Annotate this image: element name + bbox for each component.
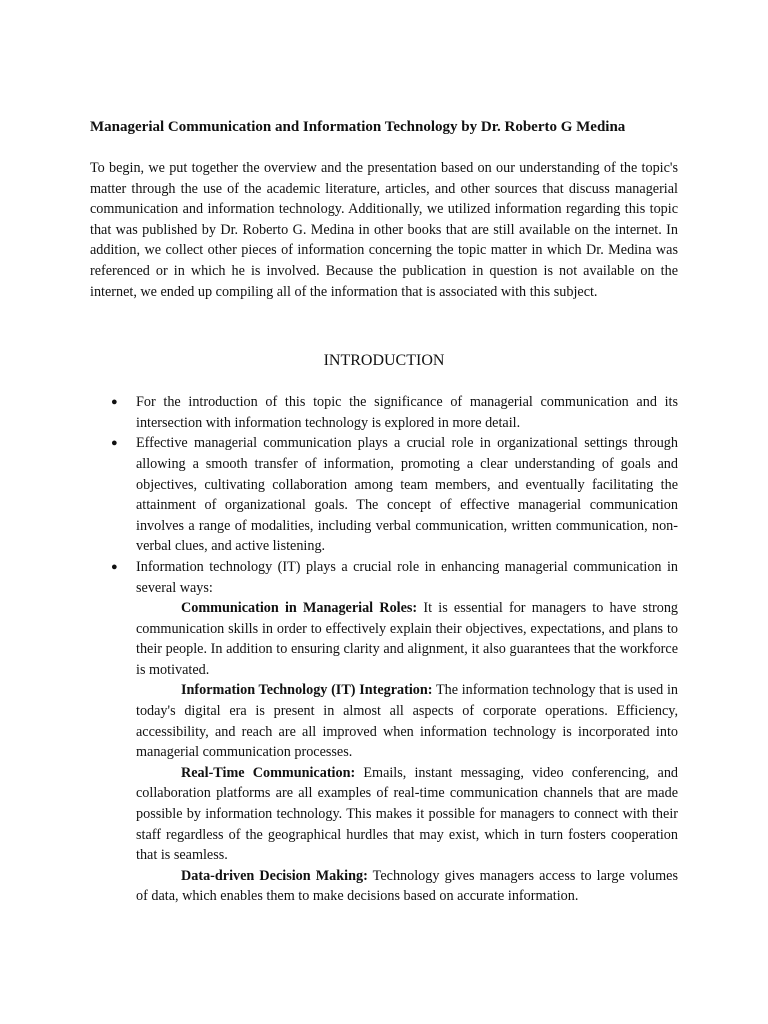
subsection-data-driven-decision-making [136,866,678,907]
section-heading-introduction: INTRODUCTION [323,352,445,370]
subsection-label: Data-driven Decision Making: [181,867,368,884]
subsection-label: Information Technology (IT) Integration: [181,682,433,699]
bullet-icon: ● [111,560,118,573]
bullet-list [90,392,678,598]
bullet-text: Information technology (IT) plays a crucial role in enhancing managerial communication in several ways: [136,558,678,596]
subsection-communication-in-managerial-roles [136,598,678,680]
bullet-text: Effective managerial communication plays a crucial role in organizational settings through allowing a smooth transfer of information, promoting a clear understanding of goals and objectives, cultivating collaboration among team members, and eventually facilitating the attainment of organizational goals. The concept of effective managerial communication involves a range of modalities, including verbal communication, written communication, non-verbal clues, and active listening. [136,435,678,555]
bullet-icon: ● [111,437,118,450]
subsection-label: Communication in Managerial Roles: [181,600,418,617]
list-item [90,557,678,598]
subsection-it-integration [136,680,678,762]
bullet-icon: ● [111,396,118,409]
list-item [90,433,678,557]
bullet-text: For the introduction of this topic the significance of managerial communication and its intersection with information technology is explored in more detail. [136,394,678,431]
subsection-real-time-communication [136,763,678,866]
list-item [90,392,678,433]
subsection-text: The information technology that is used in today's digital era is present in almost all aspects of corporate operations. Efficiency, accessibility, and reach are all improved when information technology is incorporated into managerial communication processes. [136,682,678,761]
subsection-text: Technology gives managers access to large volumes of data, which enables them to make decisions based on accurate information. [136,867,678,905]
subsection-text: Emails, instant messaging, video conferencing, and collaboration platforms are all examples of real-time communication channels that are made possible by information technology. This makes it possible for managers to connect with their staff regardless of the geographical hurdles that may exist, which in turn fosters cooperation that is seamless. [136,764,679,864]
intro-paragraph: To begin, we put together the overview and the presentation based on our understanding of the topic's matter through the use of the academic literature, articles, and other sources that discuss managerial communication and information technology. Additionally, we utilized information regarding this topic that was published by Dr. Roberto G. Medina in other books that are still available on the internet. In addition, we collect other pieces of information concerning the topic matter in which Dr. Medina was referenced or in which he is involved. Because the publication in question is not available on the internet, we ended up compiling all of the information that is associated with this subject. [90,160,678,300]
subsection-label: Real-Time Communication: [181,764,356,781]
subsection-text: It is essential for managers to have strong communication skills in order to effectively explain their objectives, expectations, and plans to their people. In addition to ensuring clarity and alignment, it also guarantees that the workforce is motivated. [136,600,679,678]
document-title: Managerial Communication and Information Technology by Dr. Roberto G Medina [90,119,626,135]
document-page [90,116,678,907]
